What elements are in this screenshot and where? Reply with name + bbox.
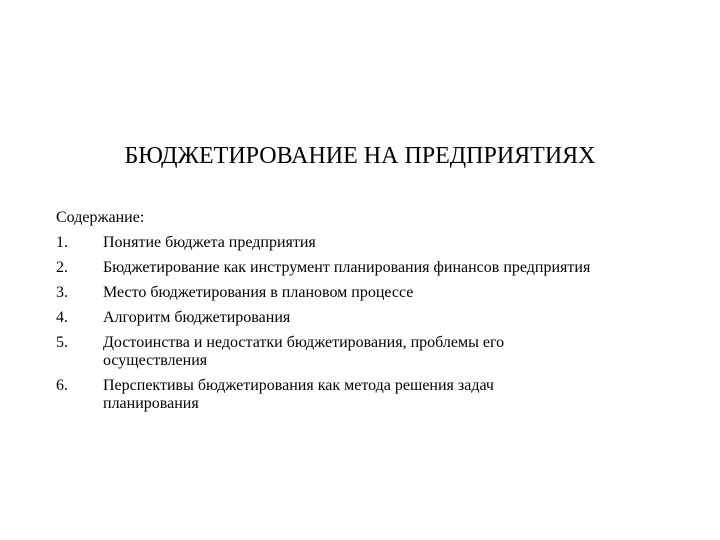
list-item	[56, 259, 656, 277]
list-item	[56, 284, 656, 302]
list-item-number: 1.	[56, 234, 68, 251]
list-item-number: 6.	[56, 377, 68, 394]
list-item-text: Перспективы бюджетирования как метода решения задач планирования	[103, 377, 494, 412]
list-item-text: Место бюджетирования в плановом процессе	[103, 284, 414, 301]
list-item	[56, 334, 656, 370]
slide-title: БЮДЖЕТИРОВАНИЕ НА ПРЕДПРИЯТИЯХ	[124, 143, 596, 169]
list-item	[56, 309, 656, 327]
contents-section	[56, 209, 656, 420]
list-item-text: Бюджетирование как инструмент планирования финансов предприятия	[103, 259, 591, 276]
list-item	[56, 377, 656, 413]
list-item-text: Понятие бюджета предприятия	[103, 234, 316, 251]
list-item-text: Достоинства и недостатки бюджетирования, проблемы его осуществления	[103, 334, 505, 369]
list-item	[56, 234, 656, 252]
list-item-number: 4.	[56, 309, 68, 326]
list-item-number: 3.	[56, 284, 68, 301]
list-item-number: 5.	[56, 334, 68, 351]
list-item-number: 2.	[56, 259, 68, 276]
list-item-text: Алгоритм бюджетирования	[103, 309, 291, 326]
contents-list	[56, 234, 656, 413]
contents-heading: Содержание:	[56, 209, 145, 226]
